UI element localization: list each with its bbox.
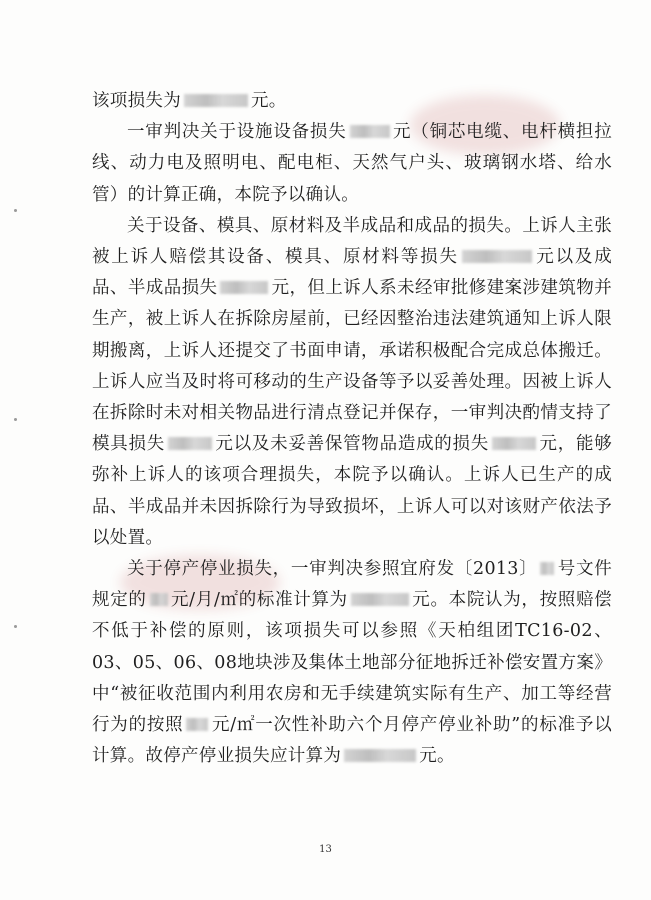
- paragraph: [92, 117, 612, 211]
- page-number: 13: [319, 844, 332, 855]
- text-run: 元以及未妥善保管物品造成的损失: [214, 434, 490, 455]
- redacted-amount: [186, 718, 208, 731]
- text-run: 该项损失为: [92, 91, 181, 111]
- document-body: [92, 86, 612, 772]
- paragraph: [92, 211, 612, 554]
- text-run: 关于停产停业损失，一审判决参照宜府发〔2013〕: [127, 559, 538, 580]
- text-run: 元，能够弥补上诉人的该项合理损失，本院予以确认。上诉人已生产的成品、半成品并未因拆除行为导致损坏，上诉人可以对该财产依法予以处置。: [92, 434, 612, 548]
- text-run: 元以及成品、半成品损失: [92, 247, 612, 299]
- text-run: 元，但上诉人系未经审批修建案涉建筑物并生产，被上诉人在拆除房屋前，已经因整治违法建筑通知上诉人限期搬离，上诉人还提交了书面申请，承诺积极配合完成总体搬迁。上诉人应当及时将可移动的生产设备等予以妥善处理。因被上诉人在拆除时未对相关物品进行清点登记并保存，一审判决酌情支持了模具损失: [92, 278, 612, 455]
- text-run: 一审判决关于设施设备损失: [127, 122, 347, 143]
- redacted-amount: [168, 437, 212, 450]
- text-run: 元。: [251, 91, 287, 111]
- paragraph: [92, 554, 612, 772]
- scan-speck: [14, 625, 17, 628]
- scan-speck: [14, 418, 17, 421]
- redacted-amount: [492, 437, 536, 450]
- text-run: 元。本院认为，按照赔偿不低于补偿的原则，该项损失可以参照《天柏组团TC16-02、03、05、06、08地块涉及集体土地部分征地拆迁补偿安置方案》中“被征收范围内利用农房和无手续建筑实际有生产、加工等经营行为的按照: [92, 590, 612, 736]
- redacted-amount: [150, 593, 168, 606]
- redacted-amount: [540, 562, 554, 575]
- text-run: 元。: [419, 746, 455, 767]
- paragraph: [92, 86, 612, 117]
- text-run: 号文件规定的: [92, 559, 613, 611]
- redacted-amount: [344, 749, 416, 762]
- redacted-amount: [351, 593, 409, 606]
- text-run: 关于设备、模具、原材料及半成品和成品的损失。上诉人主张被上诉人赔偿其设备、模具、原材料等损失: [92, 215, 612, 268]
- text-run: 元/月/㎡的标准计算为: [170, 590, 348, 611]
- redacted-amount: [184, 94, 248, 107]
- text-run: 元（铜芯电缆、电杆横担拉线、动力电及照明电、配电柜、天然气户头、玻璃钢水塔、给水管）的计算正确，本院予以确认。: [92, 122, 612, 205]
- redacted-amount: [350, 125, 390, 138]
- redacted-amount: [462, 250, 532, 263]
- text-run: 元/㎡一次性补助六个月停产停业补助”的标准予以计算。故停产停业损失应计算为: [92, 715, 613, 767]
- scan-speck: [14, 209, 17, 212]
- redacted-amount: [220, 281, 268, 294]
